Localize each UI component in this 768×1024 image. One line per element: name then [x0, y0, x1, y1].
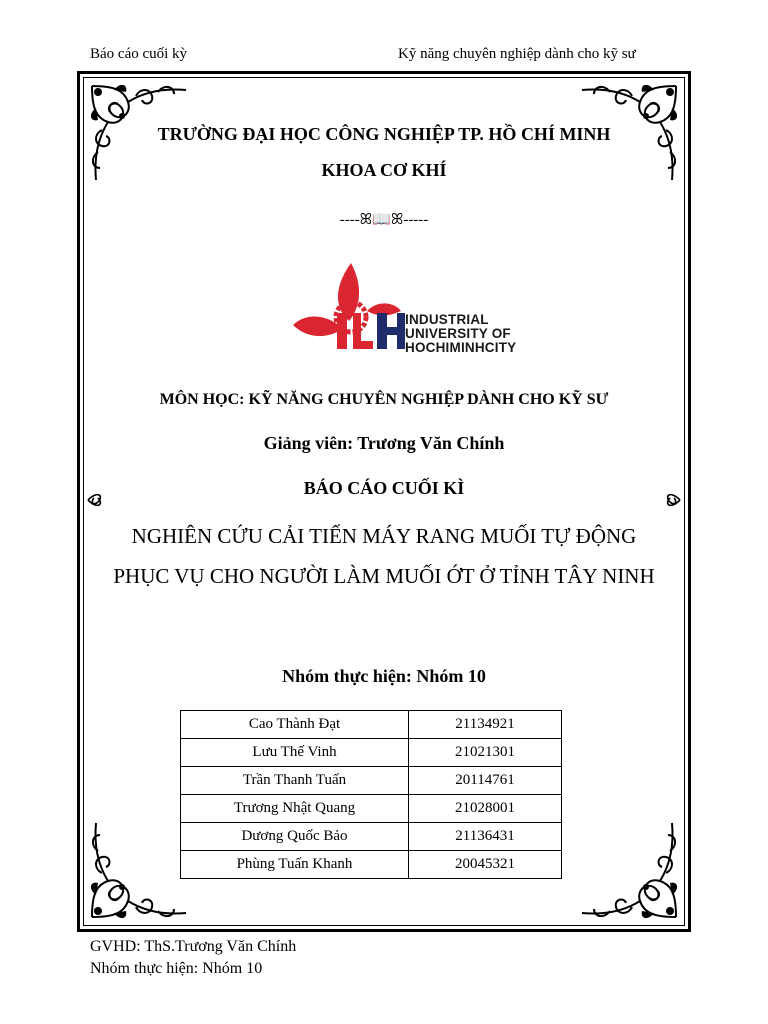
university-name: TRƯỜNG ĐẠI HỌC CÔNG NGHIỆP TP. HỒ CHÍ MINH	[157, 124, 611, 144]
group-label: Nhóm thực hiện: Nhóm 10	[282, 666, 486, 686]
member-name: Phùng Tuấn Khanh	[181, 851, 409, 879]
table-row	[181, 711, 562, 739]
table-row	[181, 795, 562, 823]
course-subject: MÔN HỌC: KỸ NĂNG CHUYÊN NGHIỆP DÀNH CHO KỸ SƯ	[159, 391, 609, 408]
corner-ornament-bottom-right	[574, 815, 684, 925]
member-name: Trương Nhật Quang	[181, 795, 409, 823]
member-name: Lưu Thế Vinh	[181, 739, 409, 767]
member-name: Cao Thành Đạt	[181, 711, 409, 739]
member-name: Dương Quốc Bảo	[181, 823, 409, 851]
table-row	[181, 739, 562, 767]
table-row	[181, 823, 562, 851]
logo-wordmark	[405, 313, 516, 355]
footer-advisor: GVHD: ThS.Trương Văn Chính	[90, 938, 297, 955]
table-row	[181, 851, 562, 879]
faculty-name: KHOA CƠ KHÍ	[321, 160, 447, 180]
report-label: BÁO CÁO CUỐI KÌ	[303, 478, 465, 498]
member-id: 21021301	[409, 739, 562, 767]
table-row	[181, 767, 562, 795]
iuh-logo	[283, 255, 533, 373]
lecturer-name: Giảng viên: Trương Văn Chính	[263, 433, 505, 453]
footer-group: Nhóm thực hiện: Nhóm 10	[90, 960, 263, 977]
report-title-line-2: PHỤC VỤ CHO NGƯỜI LÀM MUỐI ỚT Ở TỈNH TÂY NINH	[113, 564, 655, 588]
member-id: 21136431	[409, 823, 562, 851]
header-right-text: Kỹ năng chuyên nghiệp dành cho kỹ sư	[398, 46, 636, 62]
member-id: 21028001	[409, 795, 562, 823]
member-id: 20045321	[409, 851, 562, 879]
corner-ornament-bottom-left	[84, 815, 194, 925]
logo-line-3: HOCHIMINHCITY	[405, 340, 517, 355]
member-name: Trần Thanh Tuấn	[181, 767, 409, 795]
member-id: 21134921	[409, 711, 562, 739]
header-left-text: Báo cáo cuối kỳ	[90, 46, 188, 62]
logo-line-2: UNIVERSITY OF	[405, 326, 511, 341]
logo-line-1: INDUSTRIAL	[405, 312, 489, 327]
decorative-divider: ----ꕤ📖ꕤ-----	[339, 212, 429, 228]
member-id: 20114761	[409, 767, 562, 795]
report-title-line-1: NGHIÊN CỨU CẢI TIẾN MÁY RANG MUỐI TỰ ĐỘNG	[131, 524, 637, 548]
members-table	[180, 710, 562, 879]
